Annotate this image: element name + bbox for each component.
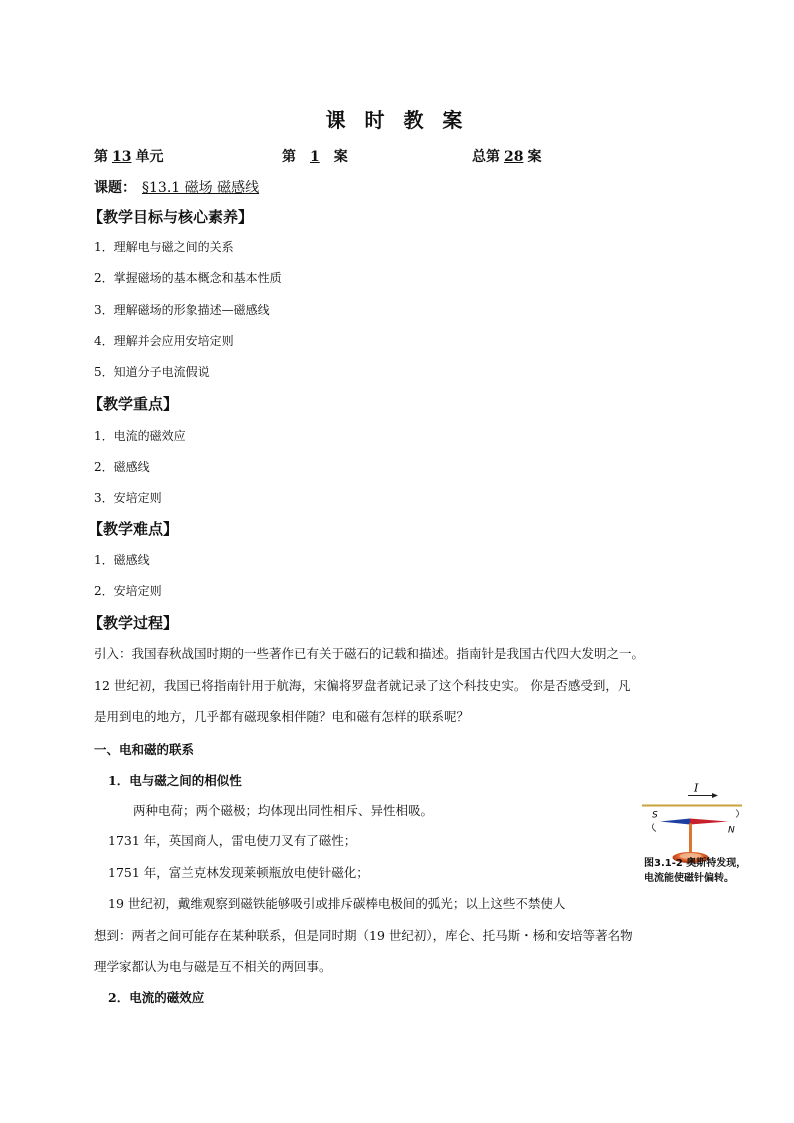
body-line: 两种电荷；两个磁极；均体现出同性相斥、异性相吸。: [133, 803, 434, 818]
figure-caption: [644, 856, 746, 886]
subsection-title: 1．电与磁之间的相似性: [108, 773, 242, 788]
body-line: 想到：两者之间可能存在某种联系，但是同时期（19 世纪初），库仑、托马斯・杨和安培等著名物: [94, 928, 633, 943]
goal-item: 4．理解并会应用安培定则: [94, 334, 234, 348]
current-label: I: [694, 781, 699, 795]
pivot-stand: [689, 824, 692, 854]
total-value: 28: [504, 149, 524, 165]
goals-heading: 【教学目标与核心素养】: [88, 208, 254, 226]
pole-s-label: S: [652, 810, 658, 821]
goal-item: 3．理解磁场的形象描述—磁感线: [94, 303, 270, 317]
rotation-arrow-right: [736, 810, 739, 818]
body-line: 理学家都认为电与磁是互不相关的两回事。: [94, 959, 332, 974]
rotation-arrow-left: [652, 824, 656, 832]
total-suffix: 案: [527, 149, 542, 165]
needle-north-half: [690, 819, 728, 825]
body-line: 19 世纪初，戴维观察到磁铁能够吸引或排斥碳棒电极间的弧光；以上这些不禁使人: [108, 896, 566, 911]
pole-n-label: N: [728, 825, 735, 836]
figure-caption-line: 电流能使磁针偏转。: [644, 873, 734, 884]
difficult-item: 2．安培定则: [94, 584, 162, 598]
page-title: 课 时 教 案: [325, 108, 469, 132]
current-arrow-head: [712, 793, 718, 798]
lesson-value: 1: [310, 149, 320, 165]
body-line: 1751 年，富兰克林发现莱顿瓶放电使针磁化；: [108, 865, 369, 880]
goal-item: 5．知道分子电流假说: [94, 365, 210, 379]
unit-number: [94, 146, 163, 166]
unit-value: 13: [112, 149, 132, 165]
topic-label: 课题：: [94, 180, 136, 196]
unit-prefix: 第: [94, 149, 108, 165]
lesson-suffix: 案: [333, 149, 348, 165]
key-item: 2．磁感线: [94, 460, 150, 474]
intro-line: 12 世纪初，我国已将指南针用于航海，宋徧将罗盘者就记录了这个科技史实。 你是否感受到，凡: [94, 678, 631, 693]
topic-value: §13.1 磁场 磁感线: [142, 180, 260, 196]
goal-item: 1．理解电与磁之间的关系: [94, 240, 234, 254]
lesson-topic: [94, 177, 265, 197]
key-item: 3．安培定则: [94, 491, 162, 505]
subsection-title: 2．电流的磁效应: [108, 990, 205, 1005]
difficult-heading: 【教学难点】: [88, 520, 179, 538]
lesson-number: [282, 146, 348, 166]
unit-suffix: 单元: [135, 149, 164, 165]
needle-south-half: [660, 819, 690, 825]
section-title: 一、电和磁的联系: [94, 742, 195, 757]
intro-line: 引入：我国春秋战国时期的一些著作已有关于磁石的记载和描述。指南针是我国古代四大发明之一。: [94, 646, 645, 661]
total-prefix: 总第: [472, 149, 500, 165]
body-line: 1731 年，英国商人，雷电使刀叉有了磁性；: [108, 833, 357, 848]
figure-caption-line: 图3.1-2 奥斯特发现，: [644, 858, 747, 869]
lesson-prefix: 第: [282, 149, 296, 165]
total-number: [472, 146, 541, 166]
intro-line: 是用到电的地方，几乎都有磁现象相伴随？电和磁有怎样的联系呢？: [94, 709, 470, 724]
process-heading: 【教学过程】: [88, 614, 179, 632]
goal-item: 2．掌握磁场的基本概念和基本性质: [94, 271, 282, 285]
key-item: 1．电流的磁效应: [94, 429, 186, 443]
difficult-item: 1．磁感线: [94, 553, 150, 567]
key-heading: 【教学重点】: [88, 395, 179, 413]
